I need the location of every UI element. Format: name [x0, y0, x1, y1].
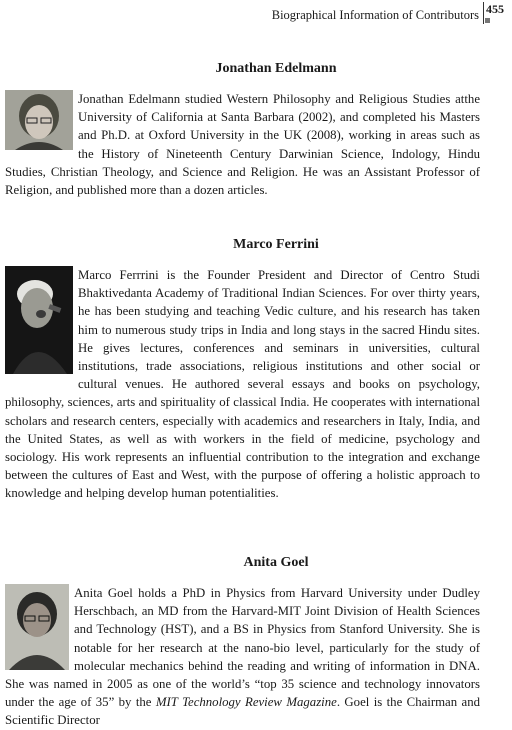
portrait-photo [5, 584, 69, 670]
bio-text-continued: . Goel is the Chairman and Scientific Director [5, 695, 480, 728]
contributor-name: Marco Ferrini [233, 237, 319, 252]
bio-text: Marco Ferrrini is the Founder President and Director of Centro Studi Bhaktivedanta Academy of Traditional Indian Sciences. For over thirty years, he has been studying and teaching Vedic culture, and his research has taken him to numerous study trips in India and long stays in the sacred Hindu sites. He gives lectures, conferences and seminars in universities, cultural institutions, trade associations, religious institutions and other social or cultural venues. He authored several essays and books on psychology, philosophy, sciences, arts and spirituality of classical India. He cooperates with international scholars and research centers, especially with academics and researchers in Italy, India, and the United States, as well as with workers in the field of medicine, psychology and sociology. His work represents an influential contribution to the integration and exchange between the cultures of East and West, with the purpose of offering a holistic approach to knowledge and helping develop human potentialities. [5, 268, 480, 501]
contributor-name: Jonathan Edelmann [215, 61, 337, 76]
contributor-bio-edelmann [5, 90, 480, 199]
contributor-section-ferrini [0, 236, 512, 254]
page-marker-square [485, 18, 490, 23]
page-number: 455 [486, 2, 504, 16]
contributor-bio-goel [5, 584, 480, 730]
running-head [0, 6, 483, 26]
bio-text: Anita Goel holds a PhD in Physics from Harvard University under Dudley Herschbach, an MD from the Harvard-MIT Joint Division of Health Sciences and Technology (HST), and a BS in Physics from Stanford University. She is notable for her research at the nano-bio level, particularly for the study of molecular mechanics behind the reading and writing of information in DNA. She was named in 2005 as one of the world’s “top 35 science and technology innovators under the age of 35” by the [5, 586, 480, 710]
contributor-section-goel [0, 554, 512, 572]
contributor-name: Anita Goel [243, 555, 309, 570]
bio-text: Jonathan Edelmann studied Western Philosophy and Religious Studies atthe University of California at Santa Barbara (2002), and completed his Masters and Ph.D. at Oxford University in the UK (2008), working in areas such as the History of Nineteenth Century Darwinian Science, Indology, Hindu Studies, Christian Theology, and Science and Religion. He was an Assistant Professor of Religion, and published more than a dozen articles. [5, 92, 480, 198]
contributor-bio-ferrini [5, 266, 480, 503]
contributor-section-edelmann [0, 60, 512, 78]
running-title: Biographical Information of Contributors [271, 8, 479, 22]
portrait-photo [5, 266, 73, 374]
magazine-title: MIT Technology Review Magazine [155, 695, 337, 710]
portrait-photo [5, 90, 73, 150]
